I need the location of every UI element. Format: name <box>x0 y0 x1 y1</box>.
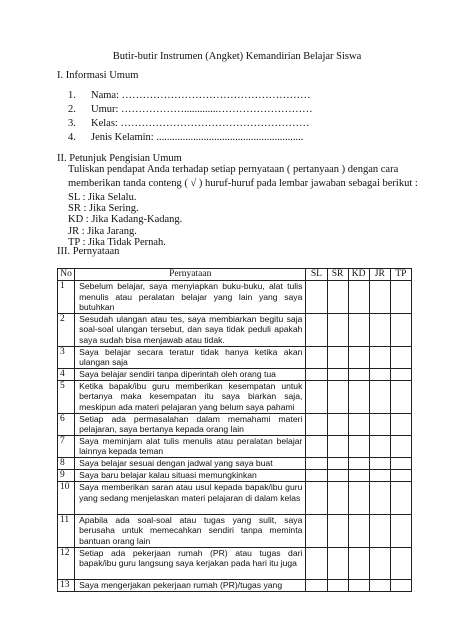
row-number: 6 <box>58 413 75 435</box>
statement-text: Ketika bapak/ibu guru memberikan kesempatan untuk bertanya maka kesempatan itu saya biarkan saja, meskipun ada materi pelajaran yang belum saya pahami <box>75 380 306 413</box>
table-row <box>58 457 412 469</box>
row-number: 10 <box>58 481 75 514</box>
answer-cell-sl[interactable] <box>306 580 327 592</box>
answer-cell-sr[interactable] <box>327 469 348 481</box>
answer-cell-sl[interactable] <box>306 435 327 457</box>
answer-cell-sl[interactable] <box>306 281 327 314</box>
answer-cell-sr[interactable] <box>327 514 348 547</box>
row-number: 4 <box>58 368 75 380</box>
info-blank-field[interactable]: : ........................................................ <box>150 132 304 143</box>
answer-cell-sl[interactable] <box>306 469 327 481</box>
row-number: 13 <box>58 580 75 592</box>
statement-text: Saya belajar secara teratur tidak hanya ketika akan ulangan saja <box>75 346 306 368</box>
row-number: 12 <box>58 547 75 580</box>
answer-cell-jr[interactable] <box>369 547 390 580</box>
statement-text: Setiap ada pekerjaan rumah (PR) atau tugas dari bapak/ibu guru langsung saya kerjakan pada hari itu juga <box>75 547 306 580</box>
answer-cell-kd[interactable] <box>348 481 369 514</box>
answer-cell-kd[interactable] <box>348 368 369 380</box>
info-label: Jenis Kelamin <box>91 132 151 143</box>
answer-cell-jr[interactable] <box>369 380 390 413</box>
answer-cell-kd[interactable] <box>348 514 369 547</box>
info-number: 4. <box>68 132 76 143</box>
table-row <box>58 469 412 481</box>
row-number: 1 <box>58 281 75 314</box>
statement-text: Saya mengerjakan pekerjaan rumah (PR)/tugas yang <box>75 580 306 592</box>
answer-cell-tp[interactable] <box>390 457 411 469</box>
header-sl: SL <box>306 269 327 281</box>
answer-cell-tp[interactable] <box>390 514 411 547</box>
table-row <box>58 481 412 514</box>
answer-cell-jr[interactable] <box>369 469 390 481</box>
answer-cell-tp[interactable] <box>390 413 411 435</box>
table-row <box>58 368 412 380</box>
info-number: 1. <box>68 90 76 101</box>
info-label: Kelas <box>91 118 115 129</box>
info-row <box>68 132 303 143</box>
answer-cell-kd[interactable] <box>348 413 369 435</box>
answer-cell-tp[interactable] <box>390 281 411 314</box>
row-number: 9 <box>58 469 75 481</box>
header-kd: KD <box>348 269 369 281</box>
answer-cell-jr[interactable] <box>369 580 390 592</box>
table-row <box>58 346 412 368</box>
section-heading-informasi-umum: I. Informasi Umum <box>57 70 139 81</box>
answer-cell-tp[interactable] <box>390 346 411 368</box>
answer-cell-sl[interactable] <box>306 313 327 346</box>
answer-cell-jr[interactable] <box>369 457 390 469</box>
statement-text: Saya memberikan saran atau usul kepada bapak/ibu guru yang sedang menjelaskan materi pelajaran di dalam kelas <box>75 481 306 514</box>
answer-cell-jr[interactable] <box>369 514 390 547</box>
answer-cell-sr[interactable] <box>327 457 348 469</box>
answer-cell-sl[interactable] <box>306 368 327 380</box>
answer-cell-kd[interactable] <box>348 457 369 469</box>
info-blank-field[interactable]: : ……………………………………………… <box>116 90 311 101</box>
statement-text: Saya baru belajar kalau situasi memungkinkan <box>75 469 306 481</box>
answer-cell-kd[interactable] <box>348 281 369 314</box>
row-number: 5 <box>58 380 75 413</box>
info-number: 3. <box>68 118 76 129</box>
answer-cell-sl[interactable] <box>306 481 327 514</box>
header-no: No <box>58 269 75 281</box>
statement-text: Sesudah ulangan atau tes, saya membiarkan begitu saja soal-soal ulangan tersebut, dan saya tidak peduli apakah saya sudah bisa menjawab atau tidak. <box>75 313 306 346</box>
answer-code: SR : Jika Sering. <box>68 203 139 215</box>
table-row <box>58 514 412 547</box>
answer-cell-kd[interactable] <box>348 380 369 413</box>
statement-text: Saya belajar sesuai dengan jadwal yang saya buat <box>75 457 306 469</box>
section-heading-petunjuk: II. Petunjuk Pengisian Umum <box>57 153 182 164</box>
info-row <box>68 118 309 129</box>
answer-cell-kd[interactable] <box>348 547 369 580</box>
header-jr: JR <box>369 269 390 281</box>
answer-cell-tp[interactable] <box>390 547 411 580</box>
table-row <box>58 380 412 413</box>
answer-cell-tp[interactable] <box>390 481 411 514</box>
answer-cell-sr[interactable] <box>327 580 348 592</box>
answer-cell-sr[interactable] <box>327 380 348 413</box>
row-number: 8 <box>58 457 75 469</box>
header-sr: SR <box>327 269 348 281</box>
answer-cell-jr[interactable] <box>369 413 390 435</box>
header-pernyataan: Pernyataan <box>75 269 306 281</box>
answer-cell-kd[interactable] <box>348 435 369 457</box>
info-blank-field[interactable]: : ……………………………………………… <box>114 118 310 129</box>
answer-cell-sr[interactable] <box>327 481 348 514</box>
row-number: 2 <box>58 313 75 346</box>
answer-cell-tp[interactable] <box>390 580 411 592</box>
answer-cell-jr[interactable] <box>369 346 390 368</box>
answer-cell-kd[interactable] <box>348 313 369 346</box>
answer-cell-tp[interactable] <box>390 380 411 413</box>
answer-code: KD : Jika Kadang-Kadang. <box>68 214 183 226</box>
answer-cell-sr[interactable] <box>327 413 348 435</box>
answer-cell-tp[interactable] <box>390 368 411 380</box>
row-number: 11 <box>58 514 75 547</box>
table-row <box>58 580 412 592</box>
statement-text: Apabila ada soal-soal atau tugas yang sulit, saya berusaha untuk memecahkan sendiri tanpa meminta bantuan orang lain <box>75 514 306 547</box>
answer-cell-kd[interactable] <box>348 469 369 481</box>
info-row <box>68 104 313 115</box>
info-blank-field[interactable]: : ……………….............……………………… <box>115 104 313 115</box>
answer-cell-kd[interactable] <box>348 346 369 368</box>
info-row <box>68 90 311 101</box>
answer-cell-sl[interactable] <box>306 457 327 469</box>
answer-cell-tp[interactable] <box>390 469 411 481</box>
answer-cell-kd[interactable] <box>348 580 369 592</box>
row-number: 3 <box>58 346 75 368</box>
answer-cell-jr[interactable] <box>369 481 390 514</box>
info-label: Nama <box>91 90 117 101</box>
header-tp: TP <box>390 269 411 281</box>
answer-cell-sl[interactable] <box>306 514 327 547</box>
statement-text: Saya belajar sendiri tanpa diperintah oleh orang tua <box>75 368 306 380</box>
answer-cell-sl[interactable] <box>306 380 327 413</box>
statement-text: Sebelum belajar, saya menyiapkan buku-buku, alat tulis menulis atau peralatan belajar yang lain yang saya butuhkan <box>75 281 306 314</box>
answer-cell-jr[interactable] <box>369 368 390 380</box>
table-row <box>58 435 412 457</box>
instructions-text: Tuliskan pendapat Anda terhadap setiap pernyataan ( pertanyaan ) dengan cara memberikan tanda conteng ( √ ) huruf-huruf pada lembar jawaban sebagai berikut : <box>68 164 418 190</box>
answer-cell-jr[interactable] <box>369 313 390 346</box>
answer-cell-sl[interactable] <box>306 547 327 580</box>
answer-cell-sr[interactable] <box>327 547 348 580</box>
document-title: Butir-butir Instrumen (Angket) Kemandirian Belajar Siswa <box>112 51 362 62</box>
statements-table <box>57 268 412 592</box>
answer-cell-jr[interactable] <box>369 435 390 457</box>
section-heading-pernyataan: III. Pernyataan <box>57 246 120 257</box>
statement-text: Saya meminjam alat tulis menulis atau peralatan belajar lainnya kepada teman <box>75 435 306 457</box>
answer-cell-jr[interactable] <box>369 281 390 314</box>
statements-body <box>58 281 412 592</box>
answer-cell-tp[interactable] <box>390 313 411 346</box>
answer-cell-sr[interactable] <box>327 435 348 457</box>
statement-text: Setiap ada permasalahan dalam memahami materi pelajaran, saya bertanya kepada orang lain <box>75 413 306 435</box>
answer-code: SL : Jika Selalu. <box>68 192 137 203</box>
answer-cell-sr[interactable] <box>327 281 348 314</box>
answer-cell-tp[interactable] <box>390 435 411 457</box>
info-label: Umur <box>91 104 116 115</box>
table-row <box>58 281 412 314</box>
table-header-row <box>58 269 412 281</box>
table-row <box>58 413 412 435</box>
answer-cell-sl[interactable] <box>306 346 327 368</box>
answer-code: TP : Jika Tidak Pernah. <box>68 236 166 248</box>
info-number: 2. <box>68 104 76 115</box>
answer-cell-sl[interactable] <box>306 413 327 435</box>
row-number: 7 <box>58 435 75 457</box>
answer-cell-sr[interactable] <box>327 368 348 380</box>
table-row <box>58 547 412 580</box>
answer-cell-sr[interactable] <box>327 313 348 346</box>
answer-cell-sr[interactable] <box>327 346 348 368</box>
answer-code: JR : Jika Jarang. <box>68 225 137 237</box>
table-row <box>58 313 412 346</box>
